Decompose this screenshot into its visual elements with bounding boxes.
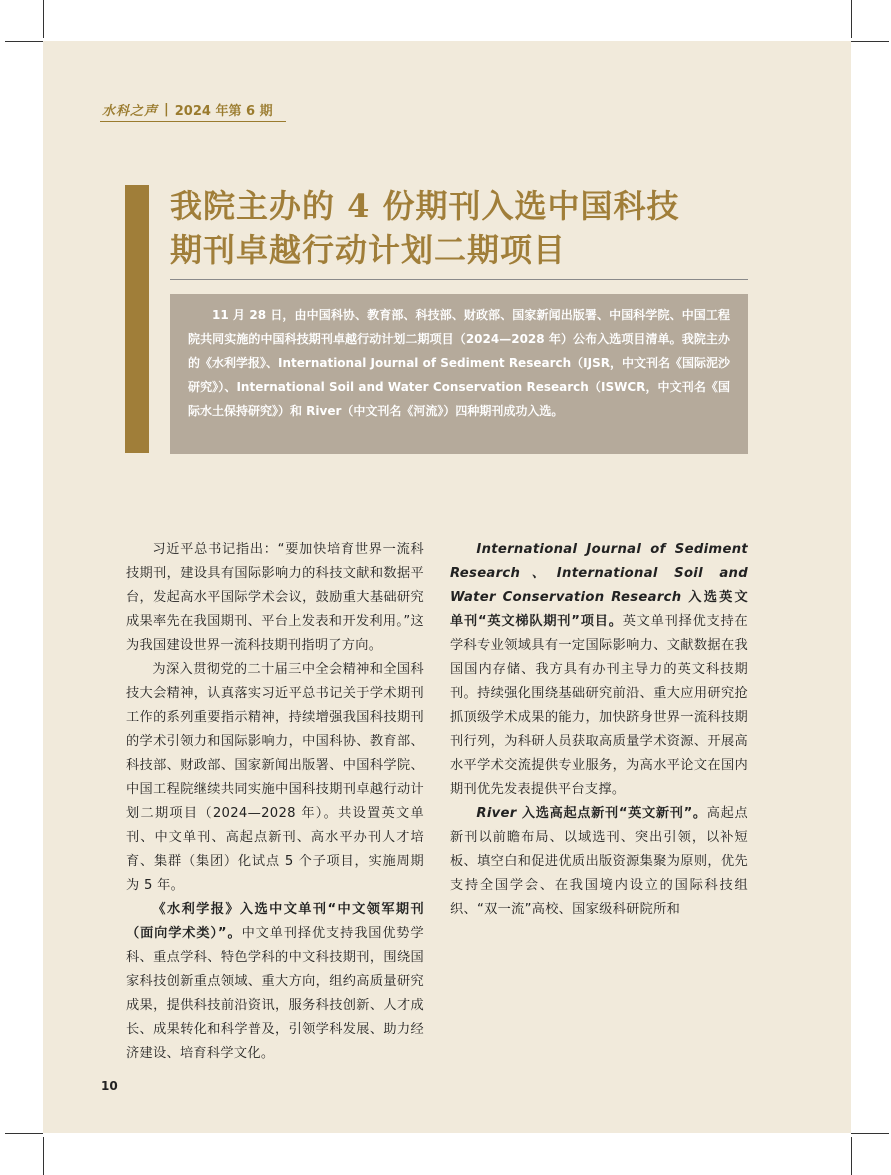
paragraph-text: 英文单刊择优支持在学科专业领域具有一定国际影响力、文献数据在我国国内存储、我方具有办刊主导力的英文科技期刊。持续强化围绕基础研究前沿、重大应用研究抢抓顶级学术成果的能力，加快跻身世界一流科技期刊行列，为科研人员获取高质量学术资源、开展高水平学术交流提供专业服务，为高水平论文在国内期刊优先发表提供平台支撑。 [450,614,749,797]
crop-mark [43,0,44,38]
paragraph-text: 中文单刊择优支持我国优势学科、重点学科、特色学科的中文科技期刊，围绕国家科技创新重点领域、重大方向，组约高质量研究成果，提供科技前沿资讯，服务科技创新、人才成长、成果转化和科学普及，引领学科发展、助力经济建设、培育科学文化。 [126,926,424,1061]
crop-mark [851,1137,852,1175]
body-column-right [450,538,748,922]
crop-mark [851,41,889,42]
crop-mark [851,1133,889,1134]
body-column-left [126,538,424,1066]
page-number: 10 [101,1079,118,1093]
crop-mark [5,1133,43,1134]
running-header [102,97,273,121]
abstract-text: 11 月 28 日，由中国科协、教育部、科技部、财政部、国家新闻出版署、中国科学院、中国工程院共同实施的中国科技期刊卓越行动计划二期项目（2024—2028 年）公布入选项目清单。我院主办的《水利学报》、International Journal of Sediment Research（IJSR，中文刊名《国际泥沙研究》）、International Soil and Water Conservation Research（ISWCR，中文刊名《国际水土保持研究》）和 River（中文刊名《河流》）四种期刊成功入选。 [188,308,730,418]
paragraph-lead: 入选英文单刊“英文梯队期刊”项目。 [450,590,748,629]
crop-mark [851,0,852,38]
crop-mark [5,41,43,42]
header-rule [100,121,286,122]
journal-names: International Journal of Sediment Research、International Soil and Water Conservation Research [450,542,748,605]
journal-name: River [476,806,517,821]
title-line-2: 期刊卓越行动计划二期项目 [170,231,567,269]
body-paragraph [126,898,424,1066]
issue-label: 2024 年第 6 期 [174,103,273,119]
article-title [170,184,760,272]
header-separator: | [164,101,169,117]
body-paragraph [450,538,748,802]
title-accent-bar [125,185,149,453]
body-paragraph [450,802,748,922]
paragraph-text: 高起点新刊以前瞻布局、以域选刊、突出引领，以补短板、填空白和促进优质出版资源集聚为原则，优先支持全国学会、在我国境内设立的国际科技组织、“双一流”高校、国家级科研院所和 [450,806,748,917]
title-line-1: 我院主办的 4 份期刊入选中国科技 [170,187,680,225]
paragraph-lead: 《水利学报》入选中文单刊“中文领军期刊（面向学术类）”。 [126,902,424,941]
body-paragraph: 为深入贯彻党的二十届三中全会精神和全国科技大会精神，认真落实习近平总书记关于学术期刊工作的系列重要指示精神，持续增强我国科技期刊的学术引领力和国际影响力，中国科协、教育部、科技部、财政部、国家新闻出版署、中国科学院、中国工程院继续共同实施中国科技期刊卓越行动计划二期项目（2024—2028 年）。共设置英文单刊、中文单刊、高起点新刊、高水平办刊人才培育、集群（集团）化试点 5 个子项目，实施周期为 5 年。 [126,662,424,893]
title-rule [170,279,748,280]
magazine-name: 水科之声 [102,103,159,119]
body-paragraph: 习近平总书记指出：“要加快培育世界一流科技期刊，建设具有国际影响力的科技文献和数据平台，发起高水平国际学术会议，鼓励重大基础研究成果率先在我国期刊、平台上发表和开发利用。”这为我国建设世界一流科技期刊指明了方向。 [126,542,424,653]
paragraph-lead: 入选高起点新刊“英文新刊”。 [516,806,707,821]
abstract-box [170,294,748,454]
crop-mark [43,1137,44,1175]
